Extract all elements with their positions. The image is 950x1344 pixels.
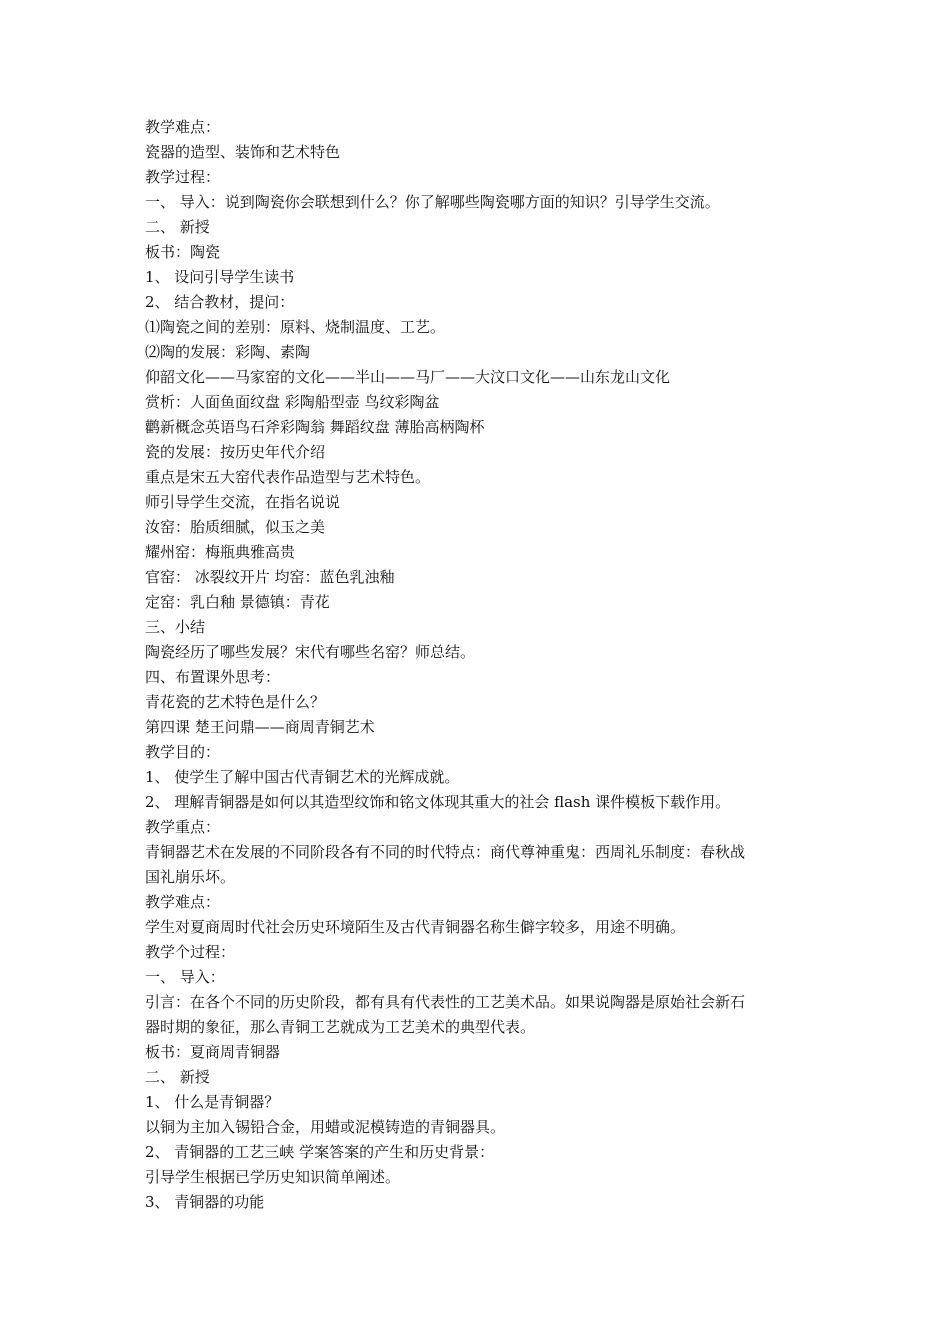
text-line: 青铜器艺术在发展的不同阶段各有不同的时代特点：商代尊神重鬼：西周礼乐制度：春秋战 [145,843,746,861]
text-line: 汝窑：胎质细腻，似玉之美 [145,518,326,536]
text-line: 鹳新概念英语鸟石斧彩陶翁 舞蹈纹盘 薄胎高柄陶杯 [145,418,485,436]
text-line: 四、布置课外思考： [145,668,281,686]
text-line: ⑵陶的发展：彩陶、素陶 [145,343,311,361]
text-line: 陶瓷经历了哪些发展？宋代有哪些名窑？师总结。 [145,643,476,661]
text-line: ⑴陶瓷之间的差别：原料、烧制温度、工艺。 [145,318,446,336]
text-line: 一、 导入： [145,968,225,986]
text-line: 教学个过程： [145,943,236,961]
text-line: 2、 青铜器的工艺三峡 学案答案的产生和历史背景： [145,1143,495,1161]
text-line: 师引导学生交流，在指名说说 [145,493,341,511]
text-line: 国礼崩乐坏。 [145,868,236,886]
text-line: 1、 使学生了解中国古代青铜艺术的光辉成就。 [145,768,460,786]
text-line: 1、 设问引导学生读书 [145,268,295,286]
text-line: 以铜为主加入锡铅合金，用蜡或泥模铸造的青铜器具。 [145,1118,506,1136]
text-line: 重点是宋五大窑代表作品造型与艺术特色。 [145,468,431,486]
text-line: 定窑：乳白釉 景德镇：青花 [145,593,330,611]
text-line: 教学过程： [145,168,221,186]
text-line: 官窑： 冰裂纹开片 均窑：蓝色乳浊釉 [145,568,395,586]
text-line: 学生对夏商周时代社会历史环境陌生及古代青铜器名称生僻字较多，用途不明确。 [145,918,686,936]
text-line: 引导学生根据已学历史知识简单阐述。 [145,1168,401,1186]
text-line: 教学目的： [145,743,221,761]
text-line: 耀州窑：梅瓶典雅高贵 [145,543,296,561]
text-line: 1、 什么是青铜器？ [145,1093,280,1111]
text-line: 二、 新授 [145,1068,210,1086]
text-line: 青花瓷的艺术特色是什么？ [145,693,326,711]
document-body [145,115,815,1215]
text-line: 2、 理解青铜器是如何以其造型纹饰和铭文体现其重大的社会 flash 课件模板下载作用。 [145,793,731,811]
text-line: 板书：陶瓷 [145,243,221,261]
text-line: 板书：夏商周青铜器 [145,1043,281,1061]
text-line: 第四课 楚王问鼎——商周青铜艺术 [145,718,375,736]
text-line: 器时期的象征，那么青铜工艺就成为工艺美术的典型代表。 [145,1018,536,1036]
text-line: 仰韶文化——马家窑的文化——半山——马厂——大汶口文化——山东龙山文化 [145,368,671,386]
text-line: 赏析：人面鱼面纹盘 彩陶船型壶 鸟纹彩陶盆 [145,393,440,411]
text-line: 瓷的发展：按历史年代介绍 [145,443,326,461]
text-line: 一、 导入：说到陶瓷你会联想到什么？你了解哪些陶瓷哪方面的知识？引导学生交流。 [145,193,720,211]
text-line: 教学难点： [145,118,221,136]
text-line: 瓷器的造型、装饰和艺术特色 [145,143,341,161]
text-line: 三、小结 [145,618,206,636]
text-line: 3、 青铜器的功能 [145,1193,265,1211]
text-line: 教学难点： [145,893,221,911]
text-line: 教学重点： [145,818,221,836]
text-line: 引言：在各个不同的历史阶段，都有具有代表性的工艺美术品。如果说陶器是原始社会新石 [145,993,746,1011]
text-line: 2、 结合教材，提问： [145,293,295,311]
text-line: 二、 新授 [145,218,210,236]
